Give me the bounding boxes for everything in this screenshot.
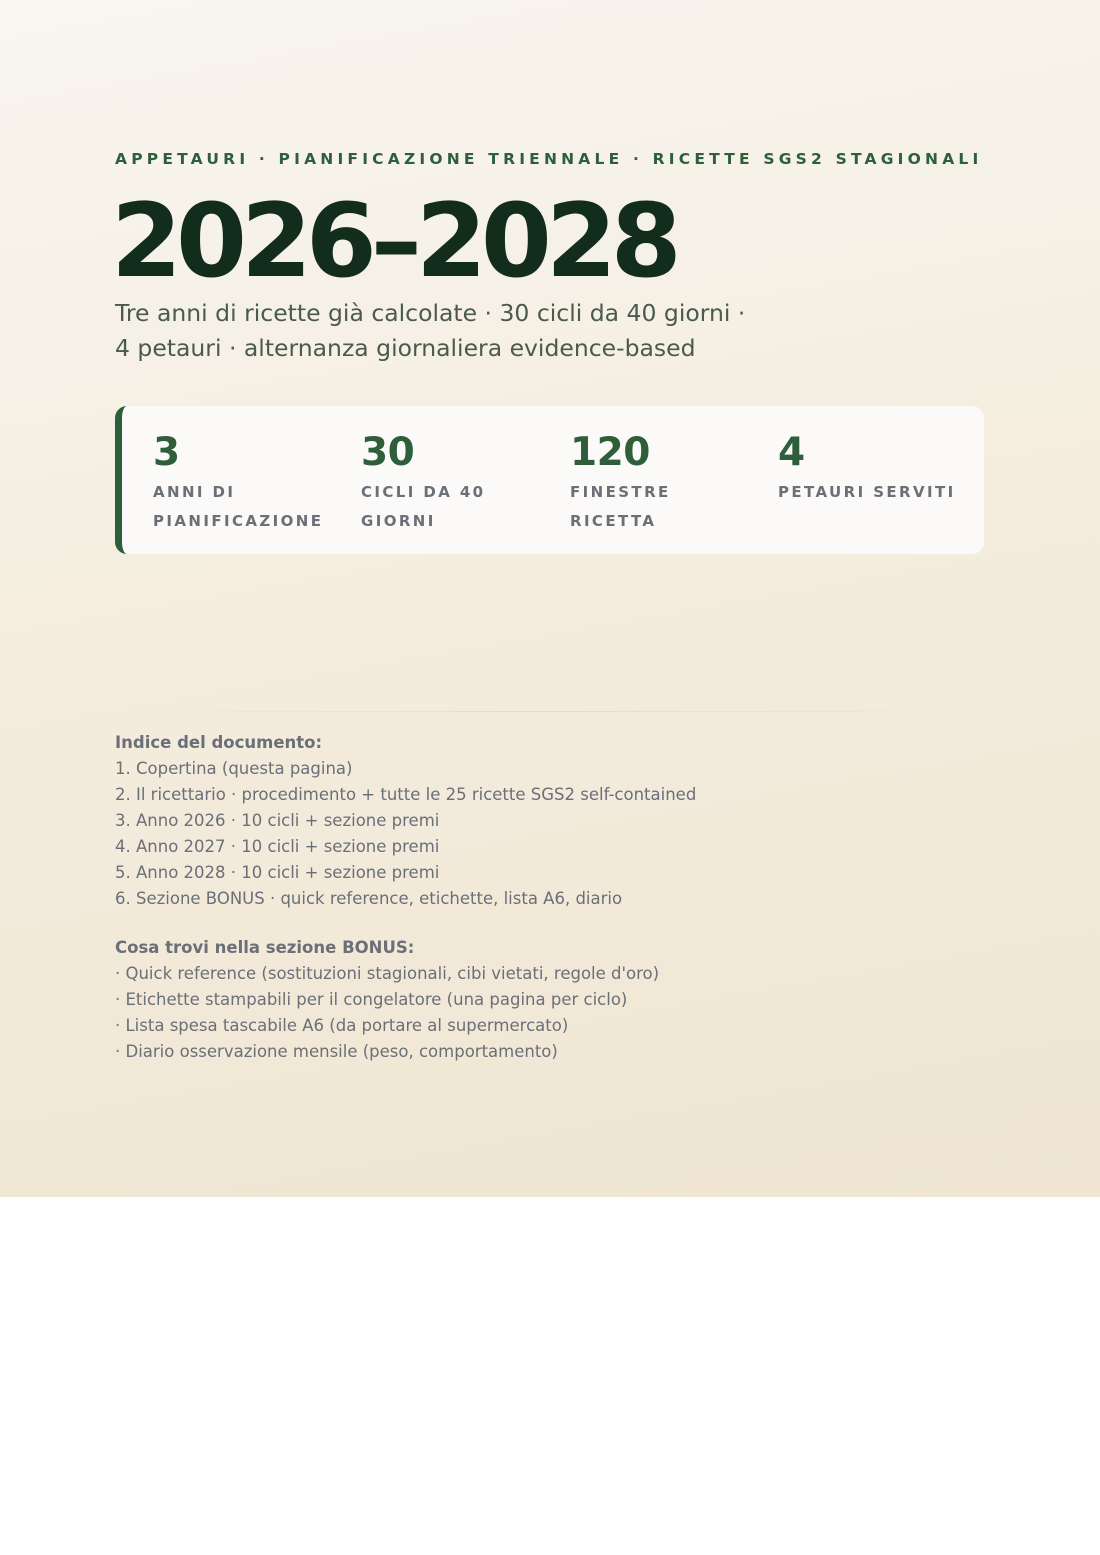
bonus-item: · Etichette stampabili per il congelatore (una pagina per ciclo) (115, 990, 628, 1009)
stat-cycles (361, 430, 561, 536)
bonus-summary (115, 935, 659, 1065)
stat-label: ANNI DI PIANIFICAZIONE (153, 483, 324, 530)
bonus-item: · Quick reference (sostituzioni stagionali, cibi vietati, regole d'oro) (115, 964, 660, 983)
stat-label: CICLI DA 40 GIORNI (361, 483, 486, 530)
toc-item: 3. Anno 2026 · 10 cicli + sezione premi (115, 811, 440, 830)
cover-title: 2026–2028 (111, 182, 676, 301)
stat-gliders (778, 430, 978, 507)
toc-heading: Indice del documento: (115, 733, 323, 752)
table-of-contents (115, 730, 696, 912)
stat-label: FINESTRE RICETTA (570, 483, 671, 530)
section-divider (115, 711, 984, 712)
bonus-item: · Lista spesa tascabile A6 (da portare al supermercato) (115, 1016, 569, 1035)
stat-value: 3 (153, 430, 180, 475)
bonus-heading: Cosa trovi nella sezione BONUS: (115, 938, 415, 957)
toc-item: 6. Sezione BONUS · quick reference, etichette, lista A6, diario (115, 889, 623, 908)
stat-value: 120 (570, 430, 650, 475)
stat-value: 30 (361, 430, 415, 475)
stat-value: 4 (778, 430, 805, 475)
toc-item: 2. Il ricettario · procedimento + tutte le 25 ricette SGS2 self-contained (115, 785, 697, 804)
cover-subtitle: Tre anni di ricette già calcolate · 30 cicli da 40 giorni · 4 petauri · alternanza giornaliera evidence-based (115, 299, 746, 362)
cover-eyebrow: APPETAURI · PIANIFICAZIONE TRIENNALE · RICETTE SGS2 STAGIONALI (115, 150, 983, 168)
toc-item: 1. Copertina (questa pagina) (115, 759, 353, 778)
bonus-item: · Diario osservazione mensile (peso, comportamento) (115, 1042, 558, 1061)
stat-label: PETAURI SERVITI (778, 483, 956, 501)
stat-recipe-windows (570, 430, 770, 536)
toc-item: 4. Anno 2027 · 10 cicli + sezione premi (115, 837, 440, 856)
stat-years (153, 430, 353, 536)
stats-card (115, 406, 984, 554)
toc-item: 5. Anno 2028 · 10 cicli + sezione premi (115, 863, 440, 882)
